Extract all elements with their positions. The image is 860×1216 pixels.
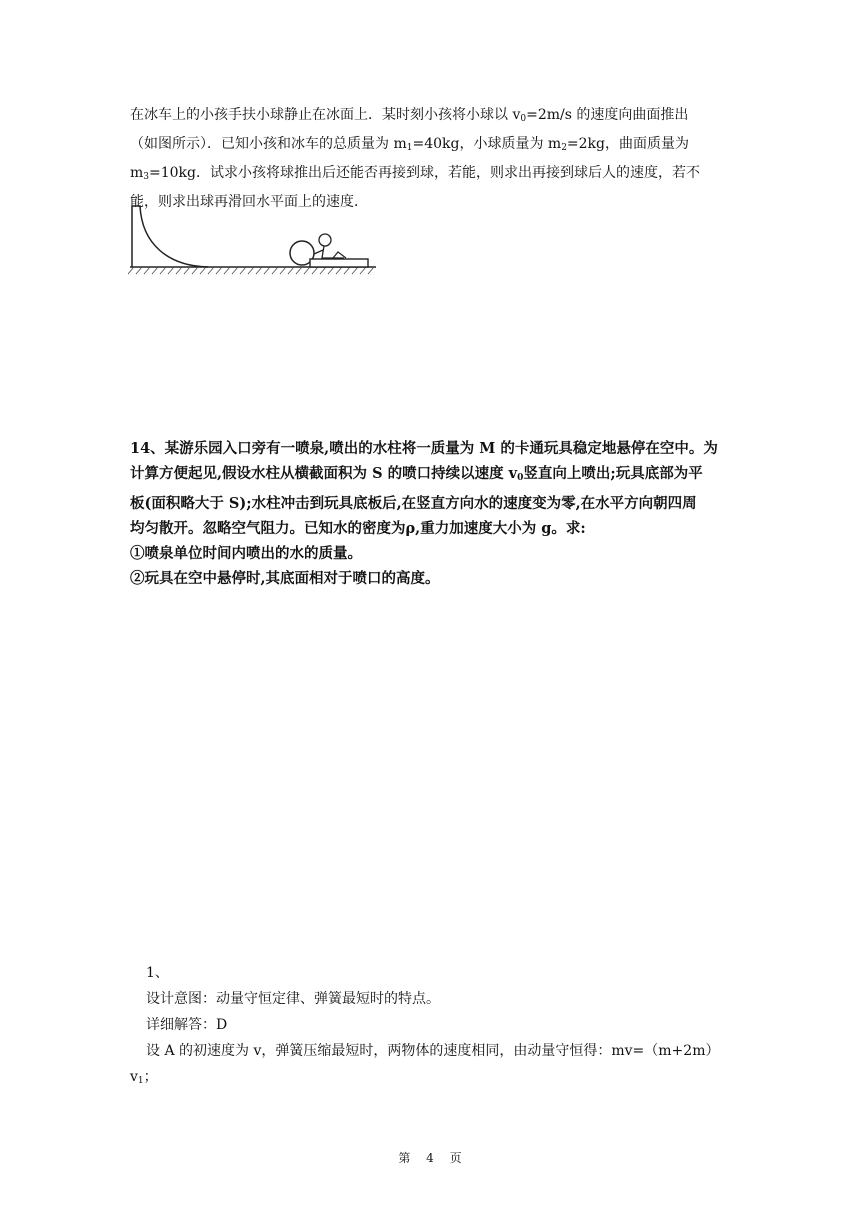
page-number: 4 <box>426 1151 434 1165</box>
q14-line-2: 计算方便起见,假设水柱从横截面积为 S 的喷口持续以速度 $v_0$竖直向上喷出;玩具底部为平 <box>130 465 703 483</box>
q14-line-3: 板(面积略大于 S);水柱冲击到玩具底板后,在竖直方向水的速度变为零,在水平方向朝四周 <box>130 495 697 512</box>
answer-line-4: $v_1$； <box>130 1069 158 1086</box>
ramp-sled-figure <box>128 204 378 284</box>
answer-detail: 详细解答：D <box>146 1017 228 1033</box>
page-label-post: 页 <box>449 1151 462 1165</box>
q13-line-4: 能，则求出球再滑回水平面上的速度． <box>130 194 368 210</box>
q13-line-1: 在冰车上的小孩手扶小球静止在冰面上．某时刻小孩将小球以 $v_0=2m/s$ 的速度向曲面推出 <box>130 107 689 124</box>
page-label-pre: 第 <box>398 1151 411 1165</box>
q13-line-2: （如图所示）．已知小孩和冰车的总质量为 $m_1=40kg$，小球质量为 $m_2=2kg$，曲面质量为 <box>130 136 690 153</box>
answer-design-intent: 设计意图：动量守恒定律、弹簧最短时的特点。 <box>146 991 440 1007</box>
page-footer <box>0 1149 860 1166</box>
q14-line-6: ②玩具在空中悬停时,其底面相对于喷口的高度。 <box>130 570 440 587</box>
q14-line-1: 14、某游乐园入口旁有一喷泉,喷出的水柱将一质量为 M 的卡通玩具稳定地悬停在空中。为 <box>130 440 718 457</box>
question-14-text <box>130 436 740 591</box>
answer-section <box>130 960 746 1094</box>
answer-number: 1、 <box>146 965 169 981</box>
question-13-text <box>130 103 740 215</box>
q14-line-5: ①喷泉单位时间内喷出的水的质量。 <box>130 545 362 562</box>
answer-line-3: 设 A 的初速度为 v，弹簧压缩最短时，两物体的速度相同，由动量守恒得：mv=（m+2m） <box>146 1043 720 1059</box>
q13-line-3: $m_3=10kg$．试求小孩将球推出后还能否再接到球，若能，则求出再接到球后人的速度，若不 <box>130 165 701 182</box>
q14-line-4: 均匀散开。忽略空气阻力。已知水的密度为ρ,重力加速度大小为 g。求: <box>130 520 586 537</box>
